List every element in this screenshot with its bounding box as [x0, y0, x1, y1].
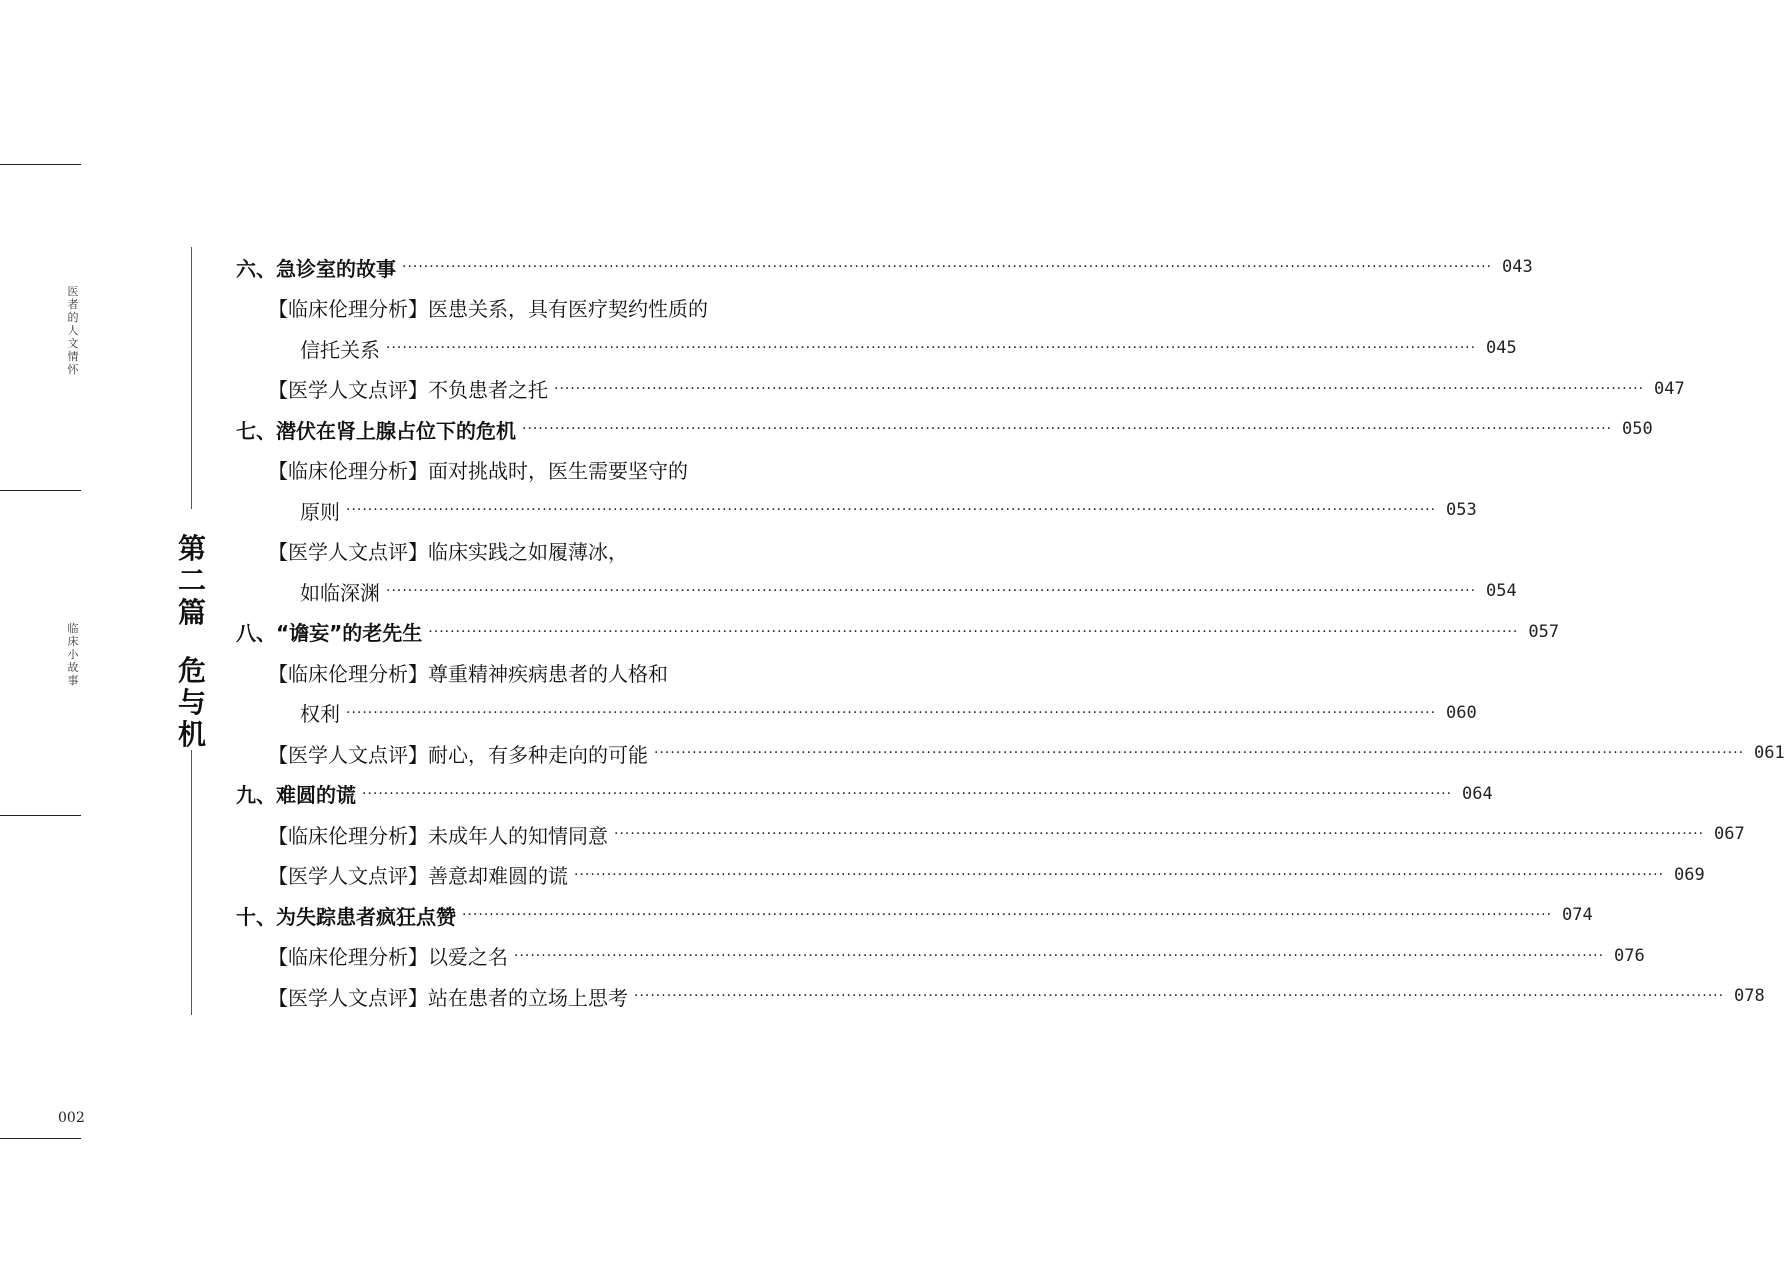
toc-page-number: 050: [1622, 419, 1653, 440]
toc-entry-title: 六、急诊室的故事: [236, 256, 396, 281]
toc-entry-title: 九、难圆的谎: [236, 783, 356, 808]
running-head-middle: [66, 622, 80, 687]
toc-subsection-entry[interactable]: [236, 693, 1477, 734]
toc-entry-title: 【临床伦理分析】医患关系，具有医疗契约性质的: [268, 297, 708, 322]
toc-entry-title: 【医学人文点评】耐心，有多种走向的可能: [268, 742, 648, 767]
toc-leader-dots: ········································································································································································································: [634, 988, 1725, 1005]
toc-leader-dots: ········································································································································································································: [574, 866, 1665, 883]
toc-subsection-entry[interactable]: [236, 814, 1745, 855]
toc-leader-dots: ········································································································································································································: [362, 785, 1453, 802]
toc-leader-dots: ········································································································································································································: [346, 502, 1437, 519]
toc-subsection-entry[interactable]: [236, 733, 1785, 774]
running-head-char: 的: [67, 311, 79, 324]
margin-rule-bottom: [0, 1138, 81, 1139]
toc-subsection-entry[interactable]: [236, 490, 1477, 531]
toc-page-number: 060: [1446, 702, 1477, 723]
toc-page-number: 054: [1486, 581, 1517, 602]
toc-entry-title: 权利: [300, 702, 340, 727]
margin-rule-lower: [0, 815, 81, 816]
part-title: [176, 533, 208, 751]
running-head-char: 情: [67, 350, 79, 363]
toc-subsection-entry[interactable]: [236, 288, 764, 329]
toc-chapter-entry[interactable]: [236, 895, 1593, 936]
part-number-char: 篇: [177, 596, 206, 629]
table-of-contents: [236, 247, 1785, 1017]
toc-entry-title: 七、潜伏在肾上腺占位下的危机: [236, 418, 516, 443]
toc-chapter-entry[interactable]: [236, 612, 1560, 653]
running-head-char: 临: [67, 622, 79, 635]
toc-entry-title: 【临床伦理分析】未成年人的知情同意: [268, 823, 608, 848]
toc-entry-title: 【临床伦理分析】尊重精神疾病患者的人格和: [268, 661, 668, 686]
toc-leader-dots: ········································································································································································································: [654, 745, 1745, 762]
toc-leader-dots: ········································································································································································································: [554, 380, 1645, 397]
running-head-top: [66, 285, 80, 376]
part-name-char: 危: [177, 654, 206, 687]
running-head-char: 小: [67, 648, 79, 661]
toc-entry-title: 【医学人文点评】临床实践之如履薄冰，: [268, 540, 628, 565]
toc-subsection-entry[interactable]: [236, 936, 1645, 977]
toc-page-number: 053: [1446, 500, 1477, 521]
toc-chapter-entry[interactable]: [236, 409, 1653, 450]
toc-page-number: 076: [1614, 945, 1645, 966]
running-head-char: 床: [67, 635, 79, 648]
running-head-char: 怀: [67, 363, 79, 376]
toc-page-number: 069: [1674, 864, 1705, 885]
toc-subsection-entry[interactable]: [236, 571, 1517, 612]
toc-leader-dots: ········································································································································································································: [346, 704, 1437, 721]
running-head-char: 文: [67, 337, 79, 350]
running-head-char: 故: [67, 661, 79, 674]
toc-entry-title: 原则: [300, 499, 340, 524]
toc-leader-dots: ········································································································································································································: [402, 259, 1493, 276]
part-number-char: 二: [177, 564, 206, 597]
toc-leader-dots: ········································································································································································································: [428, 623, 1519, 640]
running-head-char: 事: [67, 674, 79, 687]
toc-page-number: 067: [1714, 824, 1745, 845]
toc-leader-dots: ········································································································································································································: [462, 907, 1553, 924]
part-divider-upper: [191, 247, 192, 509]
toc-subsection-entry[interactable]: [236, 369, 1685, 410]
toc-subsection-entry[interactable]: [236, 652, 764, 693]
toc-page-number: 047: [1654, 378, 1685, 399]
toc-leader-dots: ········································································································································································································: [514, 947, 1605, 964]
toc-chapter-entry[interactable]: [236, 774, 1493, 815]
toc-page-number: 045: [1486, 338, 1517, 359]
part-name-char: 机: [177, 718, 206, 751]
toc-page-number: 078: [1734, 986, 1765, 1007]
toc-leader-dots: ········································································································································································································: [386, 583, 1477, 600]
toc-entry-title: 信托关系: [300, 337, 380, 362]
part-number-char: 第: [177, 532, 206, 565]
toc-entry-title: 【医学人文点评】站在患者的立场上思考: [268, 985, 628, 1010]
toc-subsection-entry[interactable]: [236, 531, 764, 572]
toc-entry-title: 【医学人文点评】不负患者之托: [268, 378, 548, 403]
page-number: 002: [58, 1110, 85, 1126]
toc-leader-dots: ········································································································································································································: [522, 421, 1613, 438]
toc-entry-title: 八、“谵妄”的老先生: [236, 621, 423, 646]
part-name-char: 与: [177, 686, 206, 719]
toc-entry-title: 【医学人文点评】善意却难圆的谎: [268, 864, 568, 889]
toc-subsection-entry[interactable]: [236, 450, 764, 491]
toc-subsection-entry[interactable]: [236, 328, 1517, 369]
toc-entry-title: 如临深渊: [300, 580, 380, 605]
margin-rule-top: [0, 164, 81, 165]
toc-leader-dots: ········································································································································································································: [614, 826, 1705, 843]
toc-page-number: 064: [1462, 783, 1493, 804]
toc-chapter-entry[interactable]: [236, 247, 1533, 288]
running-head-char: 人: [67, 324, 79, 337]
toc-page-number: 074: [1562, 905, 1593, 926]
toc-leader-dots: ········································································································································································································: [386, 340, 1477, 357]
toc-entry-title: 【临床伦理分析】以爱之名: [268, 945, 508, 970]
toc-subsection-entry[interactable]: [236, 976, 1765, 1017]
part-title-gap: [176, 629, 208, 655]
toc-entry-title: 【临床伦理分析】面对挑战时，医生需要坚守的: [268, 459, 688, 484]
part-divider-lower: [191, 750, 192, 1015]
toc-page-number: 057: [1528, 621, 1560, 642]
running-head-char: 医: [67, 285, 79, 298]
toc-page-number: 061: [1754, 743, 1785, 764]
running-head-char: 者: [67, 298, 79, 311]
margin-rule-middle: [0, 490, 81, 491]
toc-page-number: 043: [1502, 257, 1533, 278]
toc-entry-title: 十、为失踪患者疯狂点赞: [236, 904, 456, 929]
toc-subsection-entry[interactable]: [236, 855, 1705, 896]
